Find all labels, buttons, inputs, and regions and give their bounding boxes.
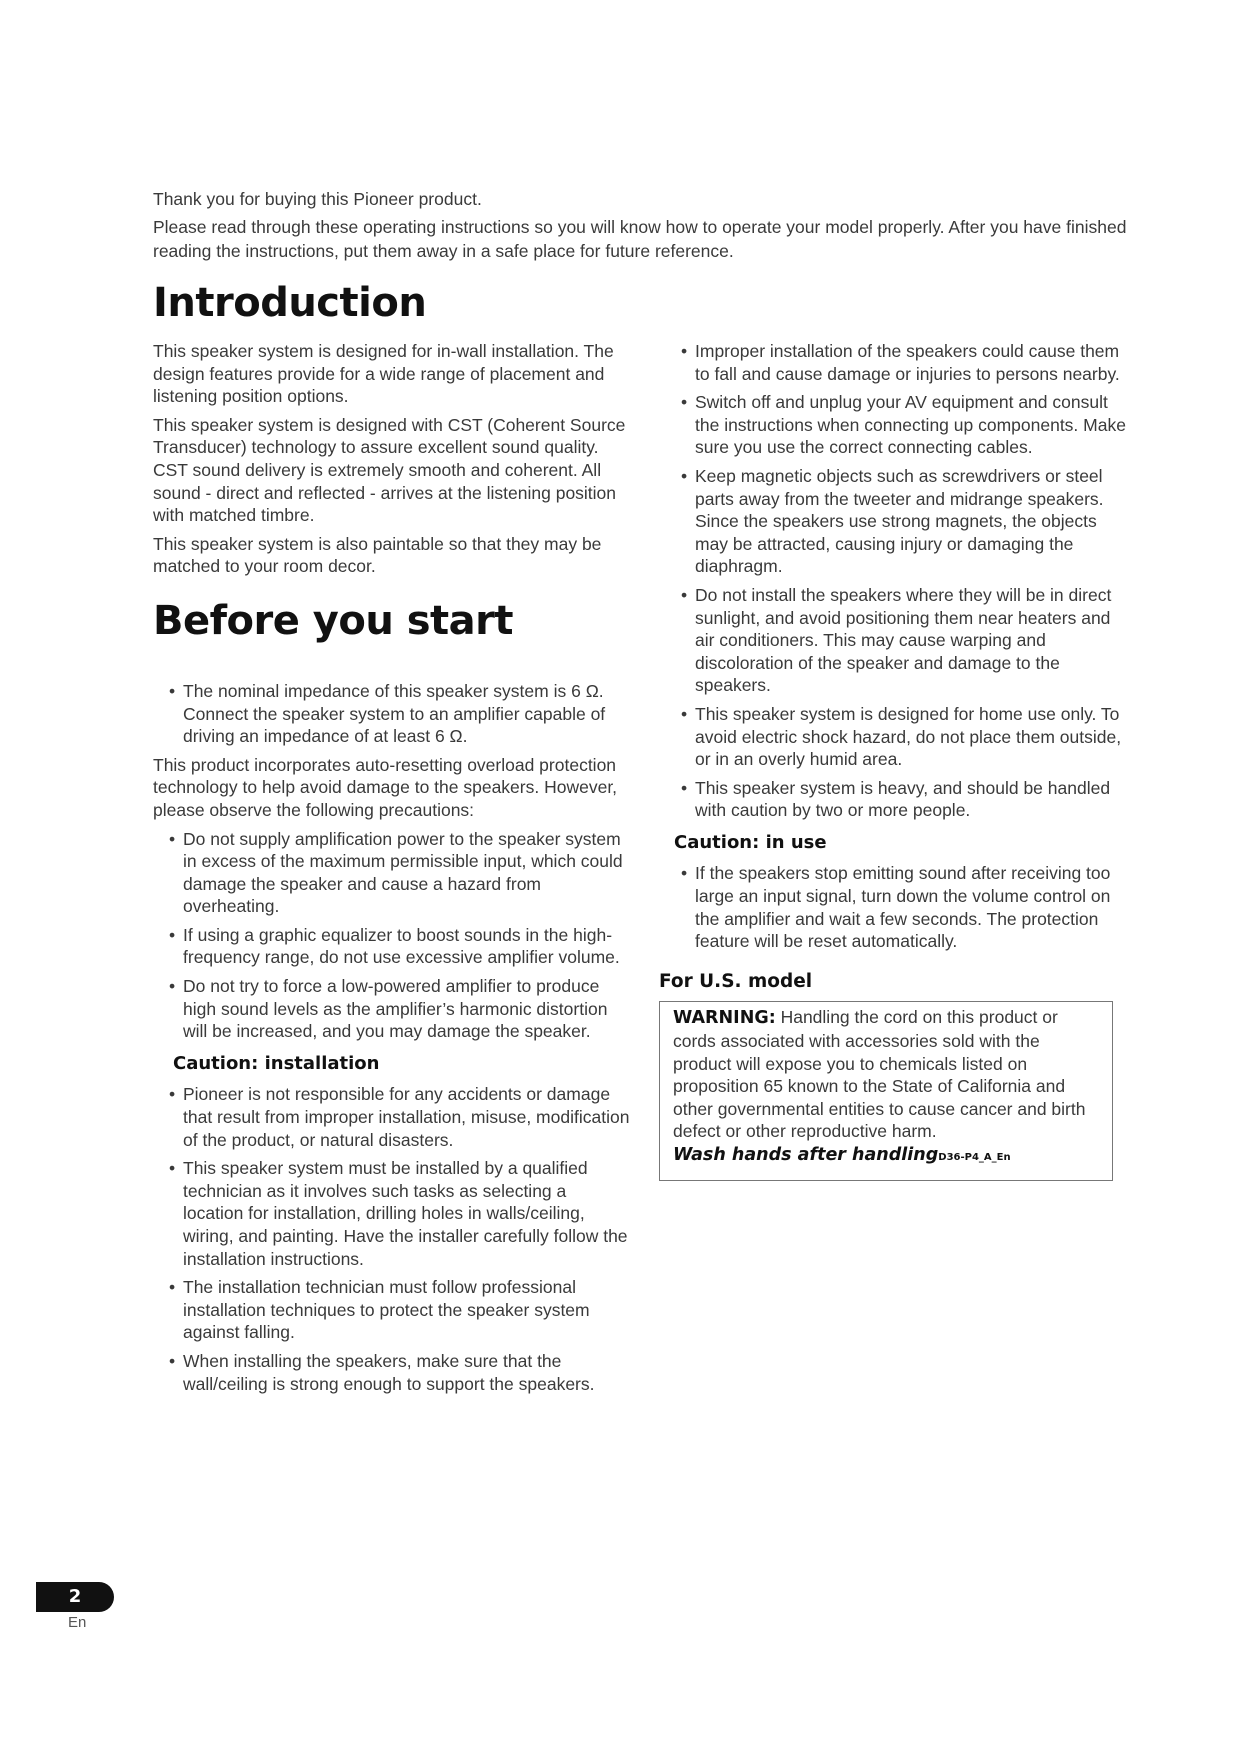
left-column <box>153 340 631 1401</box>
page-number-tab <box>36 1582 114 1612</box>
list-item: • Keep magnetic objects such as screwdrivers or steel parts away from the tweeter and midrange speakers. Since the speakers use strong magnets, the objects may be attracted, causing injury or damaging the diaphragm. <box>665 465 1130 578</box>
impedance-bullet: • The nominal impedance of this speaker system is 6 Ω. Connect the speaker system to an amplifier capable of driving an impedance of at least 6 Ω. <box>153 680 631 748</box>
page-language: En <box>68 1614 87 1631</box>
list-item: • Switch off and unplug your AV equipment and consult the instructions when connecting up components. Make sure you use the correct connecting cables. <box>665 391 1130 459</box>
caution-in-use-list <box>665 862 1130 952</box>
list-item: • Pioneer is not responsible for any accidents or damage that result from improper installation, misuse, modification of the product, or natural disasters. <box>153 1083 631 1151</box>
list-item: • This speaker system must be installed by a qualified technician as it involves such tasks as selecting a location for installation, drilling holes in walls/ceiling, wiring, and painting. Have the installer carefully follow the installation instructions. <box>153 1157 631 1270</box>
warning-label: WARNING: <box>673 1008 776 1029</box>
overload-paragraph: This product incorporates auto-resetting overload protection technology to help avoid damage to the speakers. However, please observe the following precautions: <box>153 754 618 820</box>
list-item: • If the speakers stop emitting sound after receiving too large an input signal, turn down the volume control on the amplifier and wait a few seconds. The protection feature will be reset automatically. <box>665 862 1130 952</box>
list-item: • This speaker system is designed for home use only. To avoid electric shock hazard, do not place them outside, or in an overly humid area. <box>665 703 1130 771</box>
list-item: • Improper installation of the speakers could cause them to fall and cause damage or injuries to persons nearby. <box>665 340 1130 385</box>
caution-installation-heading: Caution: installation <box>173 1052 380 1074</box>
read-instructions-line: Please read through these operating instructions so you will know how to operate your model properly. After you have finished reading the instructions, put them away in a safe place for future reference. <box>153 217 1127 261</box>
us-model-heading: For U.S. model <box>659 970 813 992</box>
intro-paragraph: This speaker system is designed with CST (Coherent Source Transducer) technology to assure excellent sound quality. CST sound delivery is extremely smooth and coherent. All sound - direct and reflected - arrives at the listening position with matched timbre. <box>153 414 626 526</box>
document-code: D36-P4_A_En <box>938 1152 1011 1163</box>
list-item: • When installing the speakers, make sure that the wall/ceiling is strong enough to support the speakers. <box>153 1350 631 1395</box>
intro-paragraph: This speaker system is also paintable so that they may be matched to your room decor. <box>153 533 602 577</box>
intro-paragraph: This speaker system is designed for in-wall installation. The design features provide for a wide range of placement and listening position options. <box>153 341 614 407</box>
list-item: • Do not install the speakers where they will be in direct sunlight, and avoid positioning them near heaters and air conditioners. This may cause warping and discoloration of the speaker and damage to the speakers. <box>665 584 1130 697</box>
opening-text <box>153 187 1128 267</box>
precautions-list <box>153 828 631 1043</box>
right-column <box>659 340 1130 1181</box>
prop65-warning-box <box>659 1001 1113 1180</box>
list-item: • Do not try to force a low-powered amplifier to produce high sound levels as the amplifier’s harmonic distortion will be increased, and you may damage the speaker. <box>153 975 631 1043</box>
caution-in-use-heading: Caution: in use <box>674 831 827 853</box>
introduction-heading: Introduction <box>153 280 427 326</box>
installation-precautions-list <box>665 340 1130 822</box>
page-number: 2 <box>68 1586 82 1607</box>
list-item: • If using a graphic equalizer to boost sounds in the high-frequency range, do not use excessive amplifier volume. <box>153 924 631 969</box>
list-item: • This speaker system is heavy, and should be handled with caution by two or more people. <box>665 777 1130 822</box>
impedance-list <box>153 680 631 748</box>
caution-installation-list <box>153 1083 631 1395</box>
before-you-start-heading: Before you start <box>153 598 514 644</box>
warning-text: Handling the cord on this product or cords associated with accessories sold with the product will expose you to chemicals listed on proposition 65 known to the State of California and other governmental entities to cause cancer and birth defect or other reproductive harm. <box>673 1007 1086 1142</box>
list-item: • Do not supply amplification power to the speaker system in excess of the maximum permissible input, which could damage the speaker and cause a hazard from overheating. <box>153 828 631 918</box>
wash-hands-text: Wash hands after handling <box>673 1145 939 1165</box>
list-item: • The installation technician must follow professional installation techniques to protect the speaker system against falling. <box>153 1276 631 1344</box>
thank-you-line: Thank you for buying this Pioneer product. <box>153 189 482 209</box>
